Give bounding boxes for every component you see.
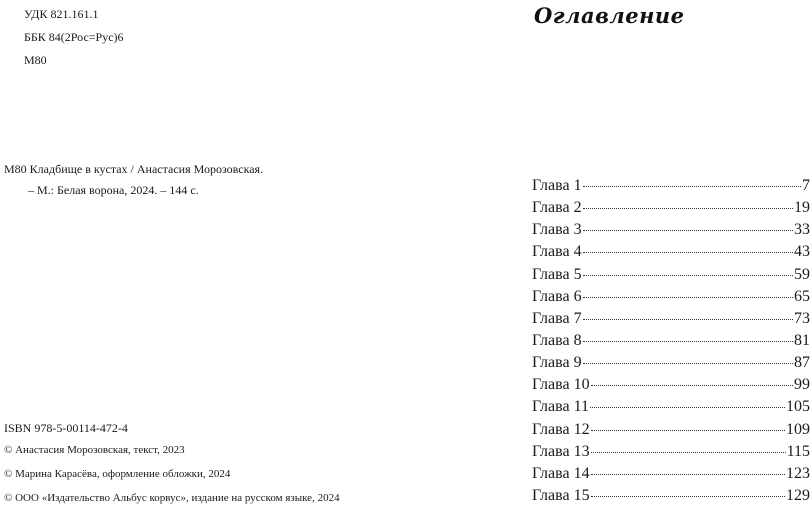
biblio-line-1: М80 Кладбище в кустах / Анастасия Морозовская. bbox=[4, 162, 264, 176]
author-mark: М80 bbox=[24, 53, 47, 67]
dot-leader bbox=[591, 452, 786, 453]
toc-entry-label: Глава 5 bbox=[532, 265, 582, 283]
toc-entry[interactable] bbox=[532, 463, 810, 485]
toc-entry[interactable] bbox=[532, 308, 810, 330]
toc-entry[interactable] bbox=[532, 396, 810, 418]
toc-entry-label: Глава 7 bbox=[532, 309, 582, 327]
toc-entry[interactable] bbox=[532, 197, 810, 219]
toc-entry[interactable] bbox=[532, 264, 810, 286]
toc-entry-label: Глава 10 bbox=[532, 376, 590, 394]
dot-leader bbox=[583, 252, 793, 253]
toc-entry-page: 87 bbox=[794, 354, 810, 372]
toc-entry[interactable] bbox=[532, 286, 810, 308]
toc-entry-label: Глава 15 bbox=[532, 486, 590, 504]
copyright-block bbox=[4, 438, 340, 510]
toc-entry[interactable] bbox=[532, 419, 810, 441]
toc-entry-label: Глава 2 bbox=[532, 199, 582, 217]
toc-entry-label: Глава 1 bbox=[532, 177, 582, 194]
toc-entry[interactable] bbox=[532, 175, 810, 197]
dot-leader bbox=[583, 297, 793, 298]
toc-entry[interactable] bbox=[532, 441, 810, 463]
biblio-line-2: – М.: Белая ворона, 2024. – 144 с. bbox=[28, 183, 199, 197]
toc-entry-page: 109 bbox=[786, 420, 810, 438]
dot-leader bbox=[583, 341, 793, 342]
toc-entry-page: 115 bbox=[786, 442, 810, 460]
toc-entry-page: 19 bbox=[794, 199, 810, 217]
toc-entry-page: 99 bbox=[794, 376, 810, 394]
toc-entry-label: Глава 6 bbox=[532, 287, 582, 305]
toc-entry-label: Глава 8 bbox=[532, 331, 582, 349]
toc-entry-label: Глава 11 bbox=[532, 398, 589, 416]
toc-entry-page: 123 bbox=[786, 464, 810, 482]
toc-entry-page: 105 bbox=[786, 398, 810, 416]
bbk-code: ББК 84(2Рос=Рус)6 bbox=[24, 30, 124, 44]
isbn: ISBN 978-5-00114-472-4 bbox=[4, 421, 128, 435]
toc-entry-page: 81 bbox=[794, 331, 810, 349]
toc-entry[interactable] bbox=[532, 374, 810, 396]
toc-list bbox=[532, 175, 810, 507]
dot-leader bbox=[583, 363, 793, 364]
toc-entry-label: Глава 13 bbox=[532, 442, 590, 460]
toc-entry-page: 129 bbox=[786, 486, 810, 504]
toc-entry[interactable] bbox=[532, 241, 810, 263]
dot-leader bbox=[583, 319, 793, 320]
dot-leader bbox=[583, 275, 793, 276]
bibliographic-record bbox=[4, 159, 263, 201]
toc-entry-page: 33 bbox=[794, 221, 810, 239]
contents-page bbox=[406, 0, 812, 525]
copyright-line: © ООО «Издательство Альбус корвус», издание на русском языке, 2024 bbox=[4, 492, 340, 504]
copyright-line: © Анастасия Морозовская, текст, 2023 bbox=[4, 444, 185, 456]
toc-entry-label: Глава 3 bbox=[532, 221, 582, 239]
classification-codes bbox=[24, 3, 124, 72]
udk-code: УДК 821.161.1 bbox=[24, 7, 99, 21]
dot-leader bbox=[591, 474, 785, 475]
toc-entry-label: Глава 14 bbox=[532, 464, 590, 482]
toc-entry-page: 7 bbox=[802, 177, 810, 194]
toc-entry-page: 73 bbox=[794, 309, 810, 327]
dot-leader bbox=[591, 430, 785, 431]
toc-entry-page: 59 bbox=[794, 265, 810, 283]
dot-leader bbox=[591, 385, 793, 386]
dot-leader bbox=[590, 407, 785, 408]
toc-entry[interactable] bbox=[532, 219, 810, 241]
toc-entry-label: Глава 12 bbox=[532, 420, 590, 438]
toc-entry-page: 65 bbox=[794, 287, 810, 305]
toc-entry-label: Глава 9 bbox=[532, 354, 582, 372]
toc-entry-page: 43 bbox=[794, 243, 810, 261]
dot-leader bbox=[583, 208, 793, 209]
dot-leader bbox=[583, 186, 801, 187]
dot-leader bbox=[583, 230, 793, 231]
toc-entry[interactable] bbox=[532, 485, 810, 507]
dot-leader bbox=[591, 496, 785, 497]
toc-title: Оглавление bbox=[534, 3, 685, 28]
toc-entry[interactable] bbox=[532, 330, 810, 352]
copyright-line: © Марина Карасёва, оформление обложки, 2024 bbox=[4, 468, 231, 480]
toc-entry[interactable] bbox=[532, 352, 810, 374]
toc-entry-label: Глава 4 bbox=[532, 243, 582, 261]
